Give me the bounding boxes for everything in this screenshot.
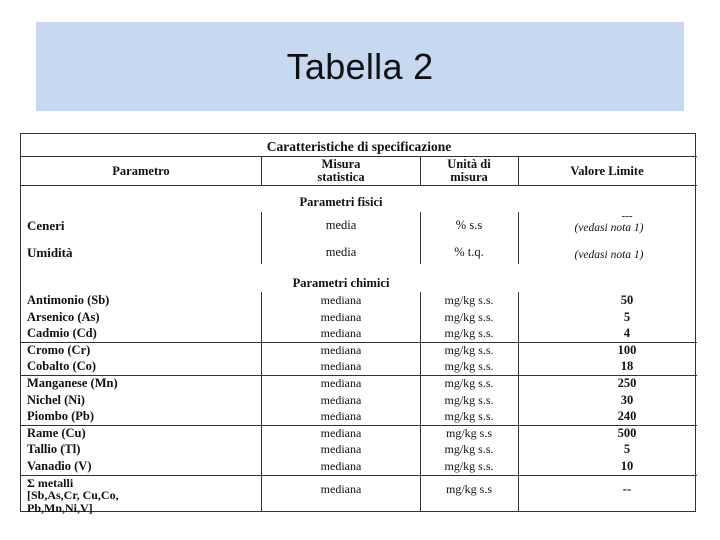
chimici-row-name: Pb,Mn,Ni,V] [27, 500, 93, 515]
section-chimici: Parametri chimici [292, 276, 390, 290]
chimici-row-stat: mediana [320, 342, 362, 357]
fisici-row-note: (vedasi nota 1) [574, 222, 644, 234]
fisici-row-unit: % s.s [455, 218, 483, 232]
chimici-row-stat: mediana [320, 309, 362, 324]
chimici-row-name: [Sb,As,Cr, Cu,Co, [27, 488, 119, 503]
chimici-row-stat: mediana [320, 359, 362, 374]
header-sep-3 [518, 156, 519, 185]
chimici-row-stat: mediana [320, 442, 362, 457]
chimici-row-unit: mg/kg s.s. [444, 409, 494, 424]
header-misura-line2: statistica [317, 170, 365, 184]
chimici-row-name: Vanadio (V) [27, 459, 92, 473]
chimici-row-unit: mg/kg s.s. [444, 359, 494, 374]
header-misura-line1: Misura [321, 157, 361, 171]
table-caption: Caratteristiche di specificazione [266, 139, 452, 154]
chimici-row-limit: -- [622, 480, 632, 496]
chimici-row-stat: mediana [320, 459, 362, 473]
chimici-row-unit: mg/kg s.s. [444, 442, 494, 457]
fisici-row-stat: media [325, 245, 357, 259]
chimici-row-unit: mg/kg s.s. [444, 342, 494, 357]
chimici-row-name: Rame (Cu) [27, 425, 86, 440]
fisici-row-name: Umidità [27, 245, 73, 260]
header-unita-line2: misura [450, 170, 488, 184]
chimici-row-unit: mg/kg s.s [445, 481, 492, 496]
chimici-row-unit: mg/kg s.s [445, 425, 492, 440]
chimici-row-stat: mediana [320, 392, 362, 407]
chimici-row-stat: mediana [320, 326, 362, 341]
chimici-row-limit: 10 [620, 459, 634, 473]
chimici-row-unit: mg/kg s.s. [444, 326, 494, 341]
chimici-row-name: Cromo (Cr) [27, 342, 91, 357]
header-unita-line1: Unità di [447, 157, 491, 171]
header-sep-2 [420, 156, 421, 185]
chimici-row-name: Cadmio (Cd) [27, 326, 97, 341]
chimici-row-limit: 30 [620, 392, 634, 407]
chimici-row-limit: 50 [620, 293, 634, 307]
chimici-row-stat: mediana [320, 425, 362, 440]
chimici-row-unit: mg/kg s.s. [444, 376, 494, 390]
title-banner [36, 22, 684, 111]
chimici-row-unit: mg/kg s.s. [444, 459, 494, 473]
fisici-row-note: (vedasi nota 1) [574, 249, 644, 261]
chimici-row-name: Cobalto (Co) [27, 359, 97, 374]
chimici-row-name: Σ metalli [27, 475, 74, 490]
chimici-row-limit: 240 [617, 409, 637, 424]
chimici-row-limit: 100 [617, 342, 637, 357]
chimici-row-limit: 5 [623, 442, 631, 457]
slide-title: Tabella 2 [286, 45, 434, 87]
chimici-row-unit: mg/kg s.s. [444, 309, 494, 324]
header-valore: Valore Limite [570, 164, 644, 178]
chimici-row-limit: 5 [623, 309, 631, 324]
chimici-row-stat: mediana [320, 481, 362, 496]
chimici-row-name: Antimonio (Sb) [27, 293, 110, 307]
chimici-row-stat: mediana [320, 293, 362, 307]
chimici-row-unit: mg/kg s.s. [444, 392, 494, 407]
specification-table [20, 133, 696, 515]
fisici-row-stat: media [325, 218, 357, 232]
fisici-row-limit: --- [621, 210, 633, 222]
chimici-row-stat: mediana [320, 409, 362, 424]
fisici-row-unit: % t.q. [454, 245, 484, 259]
fisici-row-name: Ceneri [27, 218, 65, 233]
chimici-row-limit: 4 [623, 326, 631, 341]
chimici-row-name: Piombo (Pb) [27, 409, 95, 424]
header-sep-1 [261, 156, 262, 185]
chimici-row-name: Arsenico (As) [27, 309, 100, 324]
chimici-row-limit: 18 [620, 359, 634, 374]
header-divider [21, 185, 697, 186]
chimici-row-limit: 250 [617, 376, 637, 390]
section-fisici: Parametri fisici [299, 195, 383, 209]
chimici-row-limit: 500 [617, 425, 637, 440]
chimici-row-stat: mediana [320, 376, 362, 390]
header-parametro: Parametro [112, 164, 170, 178]
chimici-row-name: Manganese (Mn) [27, 376, 118, 390]
chimici-row-unit: mg/kg s.s. [444, 293, 494, 307]
chimici-row-name: Nichel (Ni) [27, 392, 85, 407]
group-divider [21, 475, 697, 476]
chimici-row-name: Tallio (Tl) [27, 442, 81, 457]
